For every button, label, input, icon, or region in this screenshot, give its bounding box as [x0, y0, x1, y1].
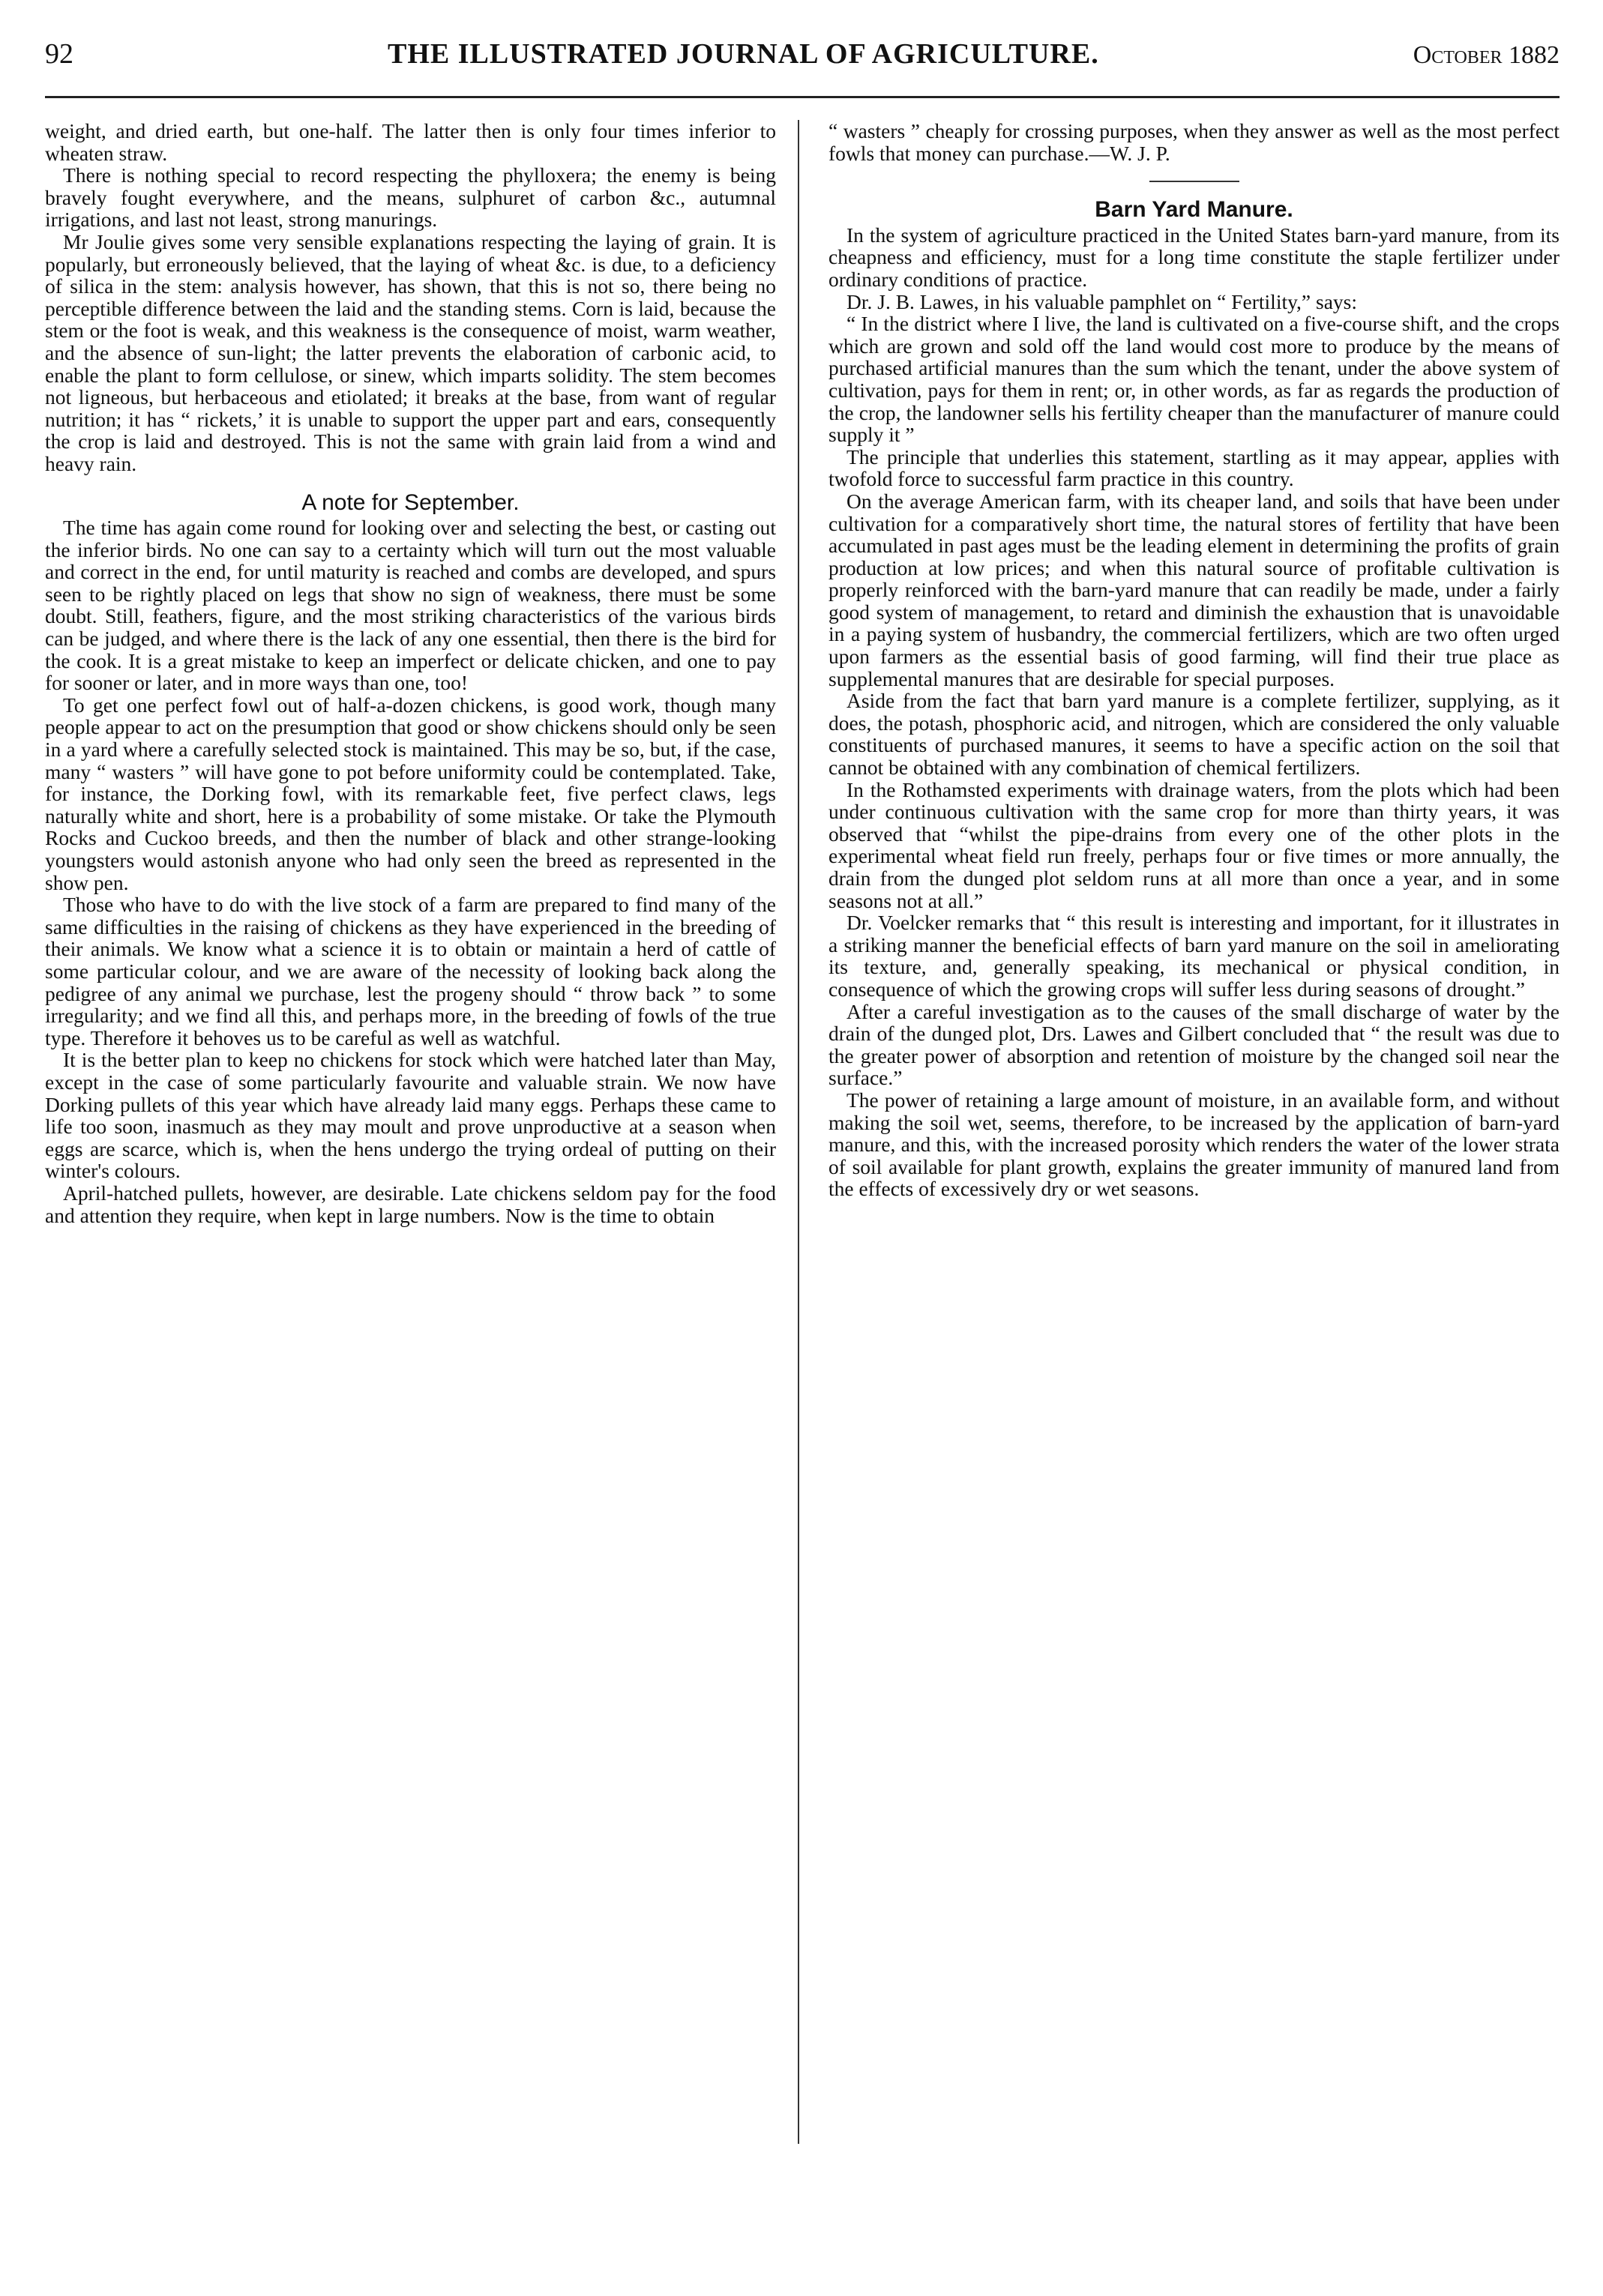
paragraph: weight, and dried earth, but one-half. The latter then is only four times inferior to wheaten straw. [45, 119, 776, 165]
left-column [45, 120, 776, 1226]
paragraph: The principle that underlies this statement, startling as it may appear, applies with twofold force to successful farm practice in this country. [828, 445, 1560, 491]
journal-page [45, 37, 1560, 2256]
paragraph: Aside from the fact that barn yard manure is a complete fertilizer, supplying, as it does, the potash, phosphoric acid, and nitrogen, which are considered the only valuable constituents of purchased manures, it seems to have a specific action on the soil that cannot be obtained with any combination of chemical fertilizers. [828, 689, 1560, 780]
paragraph: There is nothing special to record respecting the phylloxera; the enemy is being bravely fought everywhere, and the means, sulphuret of carbon &c., autumnal irrigations, and last not least, strong manurings. [45, 163, 776, 232]
section-separator [1149, 181, 1239, 182]
page-number: 92 [45, 38, 73, 70]
header-rule [45, 96, 1560, 98]
paragraph: “ wasters ” cheaply for crossing purposes, when they answer as well as the most perfect fowls that money can purchase.—W. J. P. [828, 119, 1560, 165]
paragraph: Dr. J. B. Lawes, in his valuable pamphlet on “ Fertility,” says: [846, 289, 1358, 313]
paragraph: The time has again come round for looking over and selecting the best, or casting out the inferior birds. No one can say to a certainty which will turn out the most valuable and correct in the end, for until maturity is reached and combs are developed, and spurs seen to be rightly placed on legs that show no sign of weakness, there must be some doubt. Still, feathers, figure, and the most striking characteristics of the various birds can be judged, and where there is the lack of any one essential, then there is the bird for the cook. It is a great mistake to keep an imperfect or delicate chicken, and one to pay for sooner or later, and in more ways than one, too! [45, 516, 776, 695]
paragraph: Dr. Voelcker remarks that “ this result is interesting and important, for it illustrates in a striking manner the beneficial effects of barn yard manure on the soil in ameliorating its texture, and, generally speaking, its mechanical or physical condition, in consequence of which the growing crops will suffer less during seasons of drought.” [828, 911, 1560, 1001]
page-header [45, 37, 1560, 82]
section-heading-september: A note for September. [301, 489, 520, 515]
journal-title: THE ILLUSTRATED JOURNAL OF AGRICULTURE. [387, 38, 1099, 70]
paragraph: After a careful investigation as to the causes of the small discharge of water by the drain of the dunged plot, Drs. Lawes and Gilbert concluded that “ the result was due to the greater power of absorption and retention of moisture by the changed soil near the surface.” [828, 999, 1560, 1090]
paragraph: Those who have to do with the live stock of a farm are prepared to find many of the same difficulties in the raising of chickens as they have experienced in the breeding of their animals. We know what a science it is to obtain or maintain a herd of cattle of some particular colour, and we are aware of the necessity of looking back along the pedigree of any animal we purchase, lest the progeny should “ throw back ” to some irregularity; and we find all this, and perhaps more, in the breeding of fowls of the true type. Therefore it behoves us to be careful as well as watchful. [45, 893, 776, 1049]
section-heading-manure: Barn Yard Manure. [1095, 197, 1293, 223]
paragraph: April-hatched pullets, however, are desirable. Late chickens seldom pay for the food and attention they require, when kept in large numbers. Now is the time to obtain [45, 1181, 776, 1227]
quotation-paragraph: “ In the district where I live, the land is cultivated on a five-course shift, and the crops which are grown and sold off the land would cost more to produce by the means of purchased artificial manures than the sum which the tenant, under the above system of cultivation, pays for them in rent; or, in other words, as far as regards the production of the crop, the landowner sells his fertility cheaper than the manufacturer of manure could supply it ” [828, 312, 1560, 447]
paragraph: To get one perfect fowl out of half-a-dozen chickens, is good work, though many people appear to act on the presumption that good or show chickens should only be seen in a yard where a carefully selected stock is maintained. This may be so, but, if the case, many “ wasters ” will have gone to pot before uniformity could be contemplated. Take, for instance, the Dorking fowl, with its remarkable feet, five perfect claws, legs naturally white and short, here is a probability of some mistake. Or take the Plymouth Rocks and Cuckoo breeds, and then the number of black and other strange-looking youngsters would astonish anyone who had only seen the breed as represented in the show pen. [45, 693, 776, 894]
issue-date: October 1882 [1413, 41, 1560, 69]
paragraph: The power of retaining a large amount of moisture, in an available form, and without making the soil wet, seems, therefore, to be increased by the application of barn-yard manure, and this, with the increased porosity which renders the water of the lower strata of soil available for plant growth, explains the greater immunity of manured land from the effects of excessively dry or wet seasons. [828, 1088, 1560, 1201]
paragraph: In the system of agriculture practiced in the United States barn-yard manure, from its cheapness and efficiency, must for a long time constitute the staple fertilizer under ordinary conditions of practice. [828, 223, 1560, 291]
right-column [828, 120, 1560, 1226]
paragraph: In the Rothamsted experiments with drainage waters, from the plots which had been under continuous cultivation with the same crop for more than thirty years, it was observed that “whilst the pipe-drains from every one of the other plots in the experimental wheat field run freely, perhaps four or five times or more annually, the drain from the dunged plot seldom runs at all more than once a year, and in some seasons not at all.” [828, 777, 1560, 912]
paragraph: Mr Joulie gives some very sensible explanations respecting the laying of grain. It is popularly, but erroneously believed, that the laying of wheat &c. is due, to a deficiency of silica in the stem: analysis however, has shown, that this is not so, there being no perceptible difference between the laid and the standing stems. Corn is laid, because the stem or the foot is weak, and this weakness is the consequence of moist, warm weather, and the absence of sun-light; the latter prevents the elaboration of carbonic acid, to enable the plant to form cellulose, or sinew, which imparts solidity. The stem becomes not ligneous, but herbaceous and etiolated; it breaks at the base, from want of regular nutrition; it has “ rickets,’ it is unable to support the upper part and ears, consequently the crop is laid and destroyed. This is not the same with grain laid from a wind and heavy rain. [45, 229, 776, 475]
paragraph: It is the better plan to keep no chickens for stock which were hatched later than May, except in the case of some particularly favourite and valuable strain. We now have Dorking pullets of this year which have already laid many eggs. Perhaps these came to life too soon, inasmuch as they may moult and prove unproductive at a season when eggs are scarce, which is, when the hens undergo the trying ordeal of putting on their winter's colours. [45, 1048, 776, 1183]
article-columns [45, 120, 1560, 1226]
paragraph: On the average American farm, with its cheaper land, and soils that have been under cultivation for a comparatively short time, the natural stores of fertility that have been accumulated in past ages must be the leading element in determining the profits of grain production at low prices; and when this natural source of profitable cultivation is properly reinforced with the barn-yard manure that can readily be made, under a fairly good system of management, to retard and diminish the exhaustion that is unavoidable in a paying system of husbandry, the commercial fertilizers, which are two often urged upon farmers as the essential basis of good farming, will find their true place as supplemental manures that are desirable for special purposes. [828, 489, 1560, 690]
